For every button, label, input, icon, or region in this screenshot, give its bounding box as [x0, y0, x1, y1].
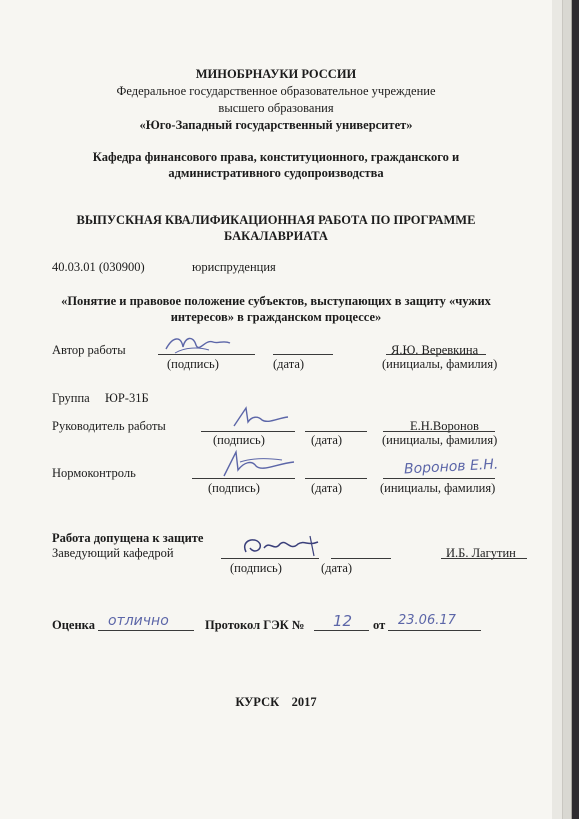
caption-initials: (инициалы, фамилия) [382, 433, 498, 447]
caption-initials: (инициалы, фамилия) [380, 481, 496, 495]
document-title-line-2: БАКАЛАВРИАТА [224, 229, 328, 243]
supervisor-signature [228, 404, 292, 430]
supervisor-label: Руководитель работы [52, 419, 166, 433]
head-date-line [331, 558, 391, 559]
grade-handwritten: отлично [108, 613, 169, 629]
author-signature [163, 333, 233, 357]
head-of-department-name: И.Б. Лагутин [446, 546, 516, 560]
page-stack-edge [552, 0, 563, 819]
supervisor-name: Е.Н.Воронов [410, 419, 479, 433]
caption-signature: (подпись) [167, 357, 219, 371]
supervisor-date-line [305, 431, 367, 432]
author-name-line [386, 354, 486, 355]
caption-signature: (подпись) [230, 561, 282, 575]
protocol-date-label: от [373, 618, 386, 632]
protocol-date-handwritten: 23.06.17 [398, 613, 456, 628]
thesis-topic-line-1: «Понятие и правовое положение субъектов, выступающих в защиту «чужих [61, 294, 491, 308]
head-signature [236, 532, 322, 560]
program-code: 40.03.01 (030900) [52, 260, 145, 274]
department-line-1: Кафедра финансового права, конституционного, гражданского и [92, 150, 460, 164]
caption-initials: (инициалы, фамилия) [382, 357, 498, 371]
head-of-department-label: Заведующий кафедрой [52, 546, 174, 560]
normcontrol-name-line [383, 478, 495, 479]
author-name: Я.Ю. Веревкина [391, 343, 479, 357]
caption-date: (дата) [311, 433, 343, 447]
supervisor-signature-line [201, 431, 295, 432]
page-stack-edge [563, 0, 572, 819]
department-line-2: административного судопроизводства [168, 166, 384, 180]
caption-date: (дата) [311, 481, 343, 495]
normcontrol-label: Нормоконтроль [52, 466, 136, 480]
protocol-label: Протокол ГЭК № [205, 618, 305, 632]
supervisor-name-line [383, 431, 495, 432]
city-year: КУРСК 2017 [235, 695, 317, 709]
program-name: юриспруденция [192, 260, 276, 274]
caption-signature: (подпись) [213, 433, 265, 447]
head-name-line [441, 558, 527, 559]
author-date-line [273, 354, 333, 355]
normcontrol-date-line [305, 478, 367, 479]
author-label: Автор работы [52, 343, 126, 357]
grade-line [98, 630, 194, 631]
scan-background [572, 0, 579, 819]
caption-date: (дата) [273, 357, 305, 371]
thesis-topic-line-2: интересов» в гражданском процессе» [170, 310, 382, 324]
group-label: Группа [52, 391, 90, 405]
grade-label: Оценка [52, 618, 95, 632]
normcontrol-signature [216, 448, 298, 478]
normcontrol-handwritten-name: Воронов Е.Н. [403, 456, 499, 478]
caption-date: (дата) [321, 561, 353, 575]
institution-line-1: Федеральное государственное образовательное учреждение [116, 84, 436, 98]
normcontrol-signature-line [192, 478, 295, 479]
group-value: ЮР-31Б [105, 391, 149, 405]
ministry-name: МИНОБРНАУКИ РОССИИ [195, 67, 357, 81]
university-name: «Юго-Западный государственный университет» [139, 118, 413, 132]
protocol-number-handwritten: 12 [333, 612, 353, 630]
admission-heading: Работа допущена к защите [52, 531, 204, 545]
protocol-number-line [314, 630, 369, 631]
institution-line-2: высшего образования [218, 101, 334, 115]
protocol-date-line [388, 630, 481, 631]
document-title-line-1: ВЫПУСКНАЯ КВАЛИФИКАЦИОННАЯ РАБОТА ПО ПРОГРАММЕ [76, 213, 476, 227]
caption-signature: (подпись) [208, 481, 260, 495]
